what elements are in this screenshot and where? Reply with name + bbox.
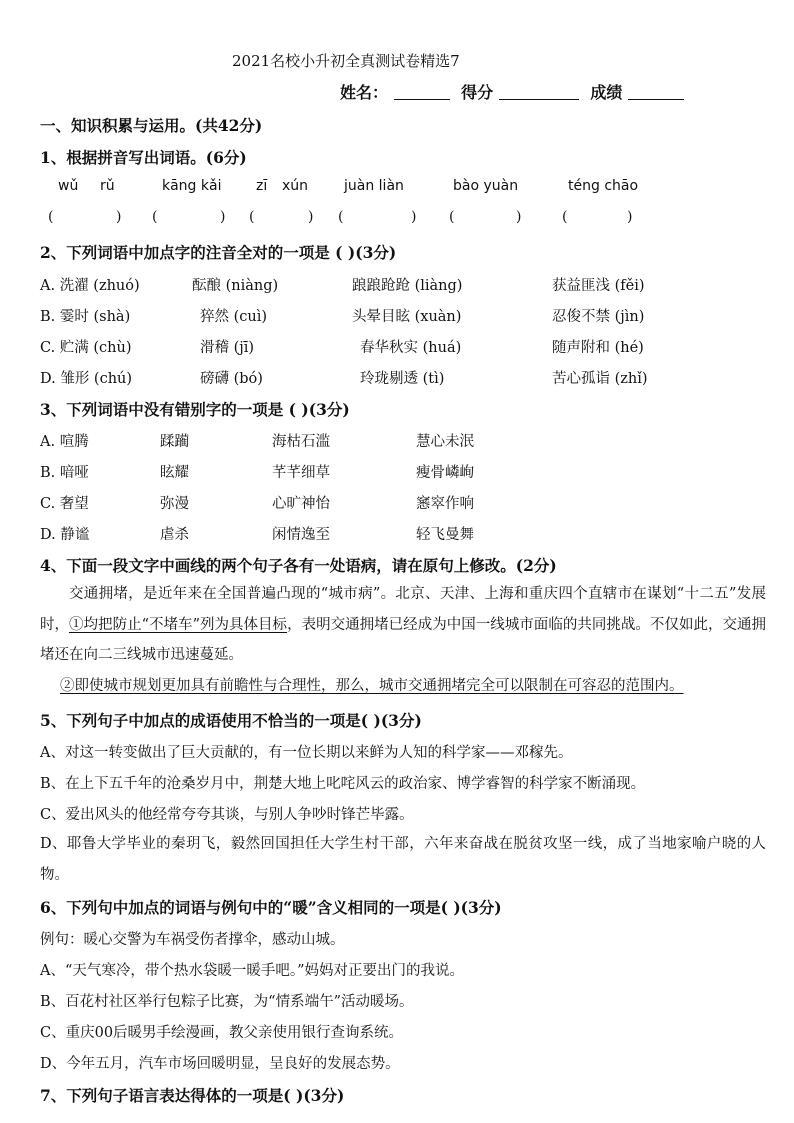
option-cell: 弥漫 — [160, 496, 189, 512]
bracket-close: ) — [411, 209, 417, 225]
option-cell: 虐杀 — [160, 527, 189, 543]
grade-blank[interactable] — [628, 84, 684, 100]
bracket-open: ( — [152, 209, 158, 225]
option-cell: 春华秋实 (huá) — [360, 340, 462, 356]
option-cell: D. 雏形 (chú) — [40, 371, 133, 387]
option-cell: 踉踉跄跄 (liàng) — [352, 278, 463, 294]
example-sentence: 例句：暖心交警为车祸受伤者撑伞，感动山城。 — [40, 932, 345, 948]
underlined-sentence-2[interactable]: ②即使城市规划更加具有前瞻性与合理性，那么，城市交通拥堵完全可以限制在可容忍的范围内。 — [60, 678, 684, 694]
option-cell: 轻飞曼舞 — [416, 527, 474, 543]
passage-text: 交通拥堵，是近年来在全国普遍凸现的“城市病”。北京、天津、上海和重庆四个直辖市在谋划“十二五”发展时， — [40, 586, 766, 633]
option-a[interactable]: A、对这一转变做出了巨大贡献的，有一位长期以来鲜为人知的科学家——邓稼先。 — [40, 745, 573, 761]
pinyin: wǔ — [58, 178, 79, 194]
option-cell: 窸窣作响 — [416, 496, 474, 512]
passage-paragraph-2 — [40, 671, 766, 702]
option-cell: 慧心未泯 — [416, 434, 474, 450]
question-7-heading: 7、下列句子语言表达得体的一项是( )(3分) — [40, 1086, 345, 1105]
option-c[interactable]: C、重庆00后暖男手绘漫画，教父亲使用银行查询系统。 — [40, 1025, 404, 1041]
student-info-line — [340, 80, 690, 103]
option-cell: A. 喧腾 — [40, 434, 89, 450]
option-cell: 闲情逸至 — [272, 527, 330, 543]
passage-text: ，表明交通拥堵已经成为中国一线城市面临的共同挑战。不仅如此，交通拥堵还在向二三线城市迅速蔓延。 — [40, 616, 767, 663]
question-2-heading: 2、下列词语中加点字的注音全对的一项是 ( )(3分) — [40, 243, 397, 262]
bracket-close: ) — [627, 209, 633, 225]
option-cell: B. 喑哑 — [40, 465, 89, 481]
option-cell: 芊芊细草 — [272, 465, 330, 481]
question-6-heading: 6、下列句中加点的词语与例句中的“暖”含义相同的一项是( )(3分) — [40, 898, 502, 917]
bracket-open: ( — [338, 209, 344, 225]
option-cell: 眩耀 — [160, 465, 189, 481]
score-blank[interactable] — [499, 84, 579, 100]
option-cell: C. 贮满 (chù) — [40, 340, 132, 356]
option-cell: 磅礴 (bó) — [200, 371, 263, 387]
question-3-heading: 3、下列词语中没有错别字的一项是 ( )(3分) — [40, 400, 350, 419]
option-cell: 随声附和 (hé) — [552, 340, 644, 356]
section-heading: 一、知识积累与运用。(共42分) — [40, 116, 263, 135]
pinyin: rǔ — [100, 178, 115, 194]
option-cell: 心旷神怡 — [272, 496, 330, 512]
option-cell: 猝然 (cuì) — [200, 309, 268, 325]
pinyin: kāng kǎi — [162, 178, 222, 194]
score-label: 得分 — [461, 83, 494, 102]
exam-title: 2021名校小升初全真测试卷精选7 — [232, 52, 460, 70]
underlined-sentence-1[interactable]: ①均把防止“不堵车”列为具体目标 — [69, 616, 288, 633]
passage-paragraph-1 — [40, 579, 766, 671]
option-cell: 海枯石滥 — [272, 434, 330, 450]
bracket-open: ( — [249, 209, 255, 225]
bracket-close: ) — [516, 209, 522, 225]
option-d[interactable]: D、耶鲁大学毕业的秦玥飞，毅然回国担任大学生村干部，六年来奋战在脱贫攻坚一线，成了当地家喻户晓的人物。 — [40, 836, 766, 883]
pinyin: zī — [256, 178, 268, 194]
question-1-heading: 1、根据拼音写出词语。(6分) — [40, 148, 247, 167]
pinyin: bào yuàn — [453, 178, 519, 194]
option-d[interactable]: D、今年五月，汽车市场回暖明显，呈良好的发展态势。 — [40, 1056, 400, 1072]
question-4-heading: 4、下面一段文字中画线的两个句子各有一处语病，请在原句上修改。(2分) — [40, 556, 557, 575]
option-cell: 忍俊不禁 (jìn) — [552, 309, 645, 325]
option-cell: 头晕目眩 (xuàn) — [352, 309, 462, 325]
question-5-heading: 5、下列句子中加点的成语使用不恰当的一项是( )(3分) — [40, 711, 422, 730]
bracket-close: ) — [308, 209, 314, 225]
option-cell: A. 洗濯 (zhuó) — [40, 278, 140, 294]
grade-label: 成绩 — [590, 83, 623, 102]
option-a[interactable]: A、“天气寒冷，带个热水袋暖一暖手吧。”妈妈对正要出门的我说。 — [40, 963, 465, 979]
option-cell: 蹂躏 — [160, 434, 189, 450]
option-b[interactable]: B、在上下五千年的沧桑岁月中，荆楚大地上叱咤风云的政治家、博学睿智的科学家不断涌现。 — [40, 776, 646, 792]
option-cell: 苦心孤诣 (zhǐ) — [552, 371, 648, 387]
pinyin: téng chāo — [568, 178, 639, 194]
option-cell: 玲珑剔透 (tì) — [360, 371, 445, 387]
option-cell: D. 静谧 — [40, 527, 90, 543]
option-cell: C. 奢望 — [40, 496, 89, 512]
pinyin: xún — [282, 178, 309, 194]
bracket-open: ( — [562, 209, 568, 225]
bracket-open: ( — [48, 209, 54, 225]
name-label: 姓名： — [340, 83, 389, 102]
option-cell: B. 霎时 (shà) — [40, 309, 131, 325]
bracket-open: ( — [449, 209, 455, 225]
bracket-close: ) — [220, 209, 226, 225]
option-b[interactable]: B、百花村社区举行包粽子比赛，为“情系端午”活动暖场。 — [40, 994, 414, 1010]
option-cell: 酝酿 (niàng) — [192, 278, 279, 294]
option-cell: 瘦骨嶙峋 — [416, 465, 474, 481]
pinyin: juàn liàn — [344, 178, 404, 194]
option-cell: 获益匪浅 (fěi) — [552, 278, 645, 294]
option-c[interactable]: C、爱出风头的他经常夸夸其谈，与别人争吵时锋芒毕露。 — [40, 807, 414, 823]
option-cell: 滑稽 (jī) — [200, 340, 255, 356]
name-blank[interactable] — [394, 84, 450, 100]
bracket-close: ) — [116, 209, 122, 225]
